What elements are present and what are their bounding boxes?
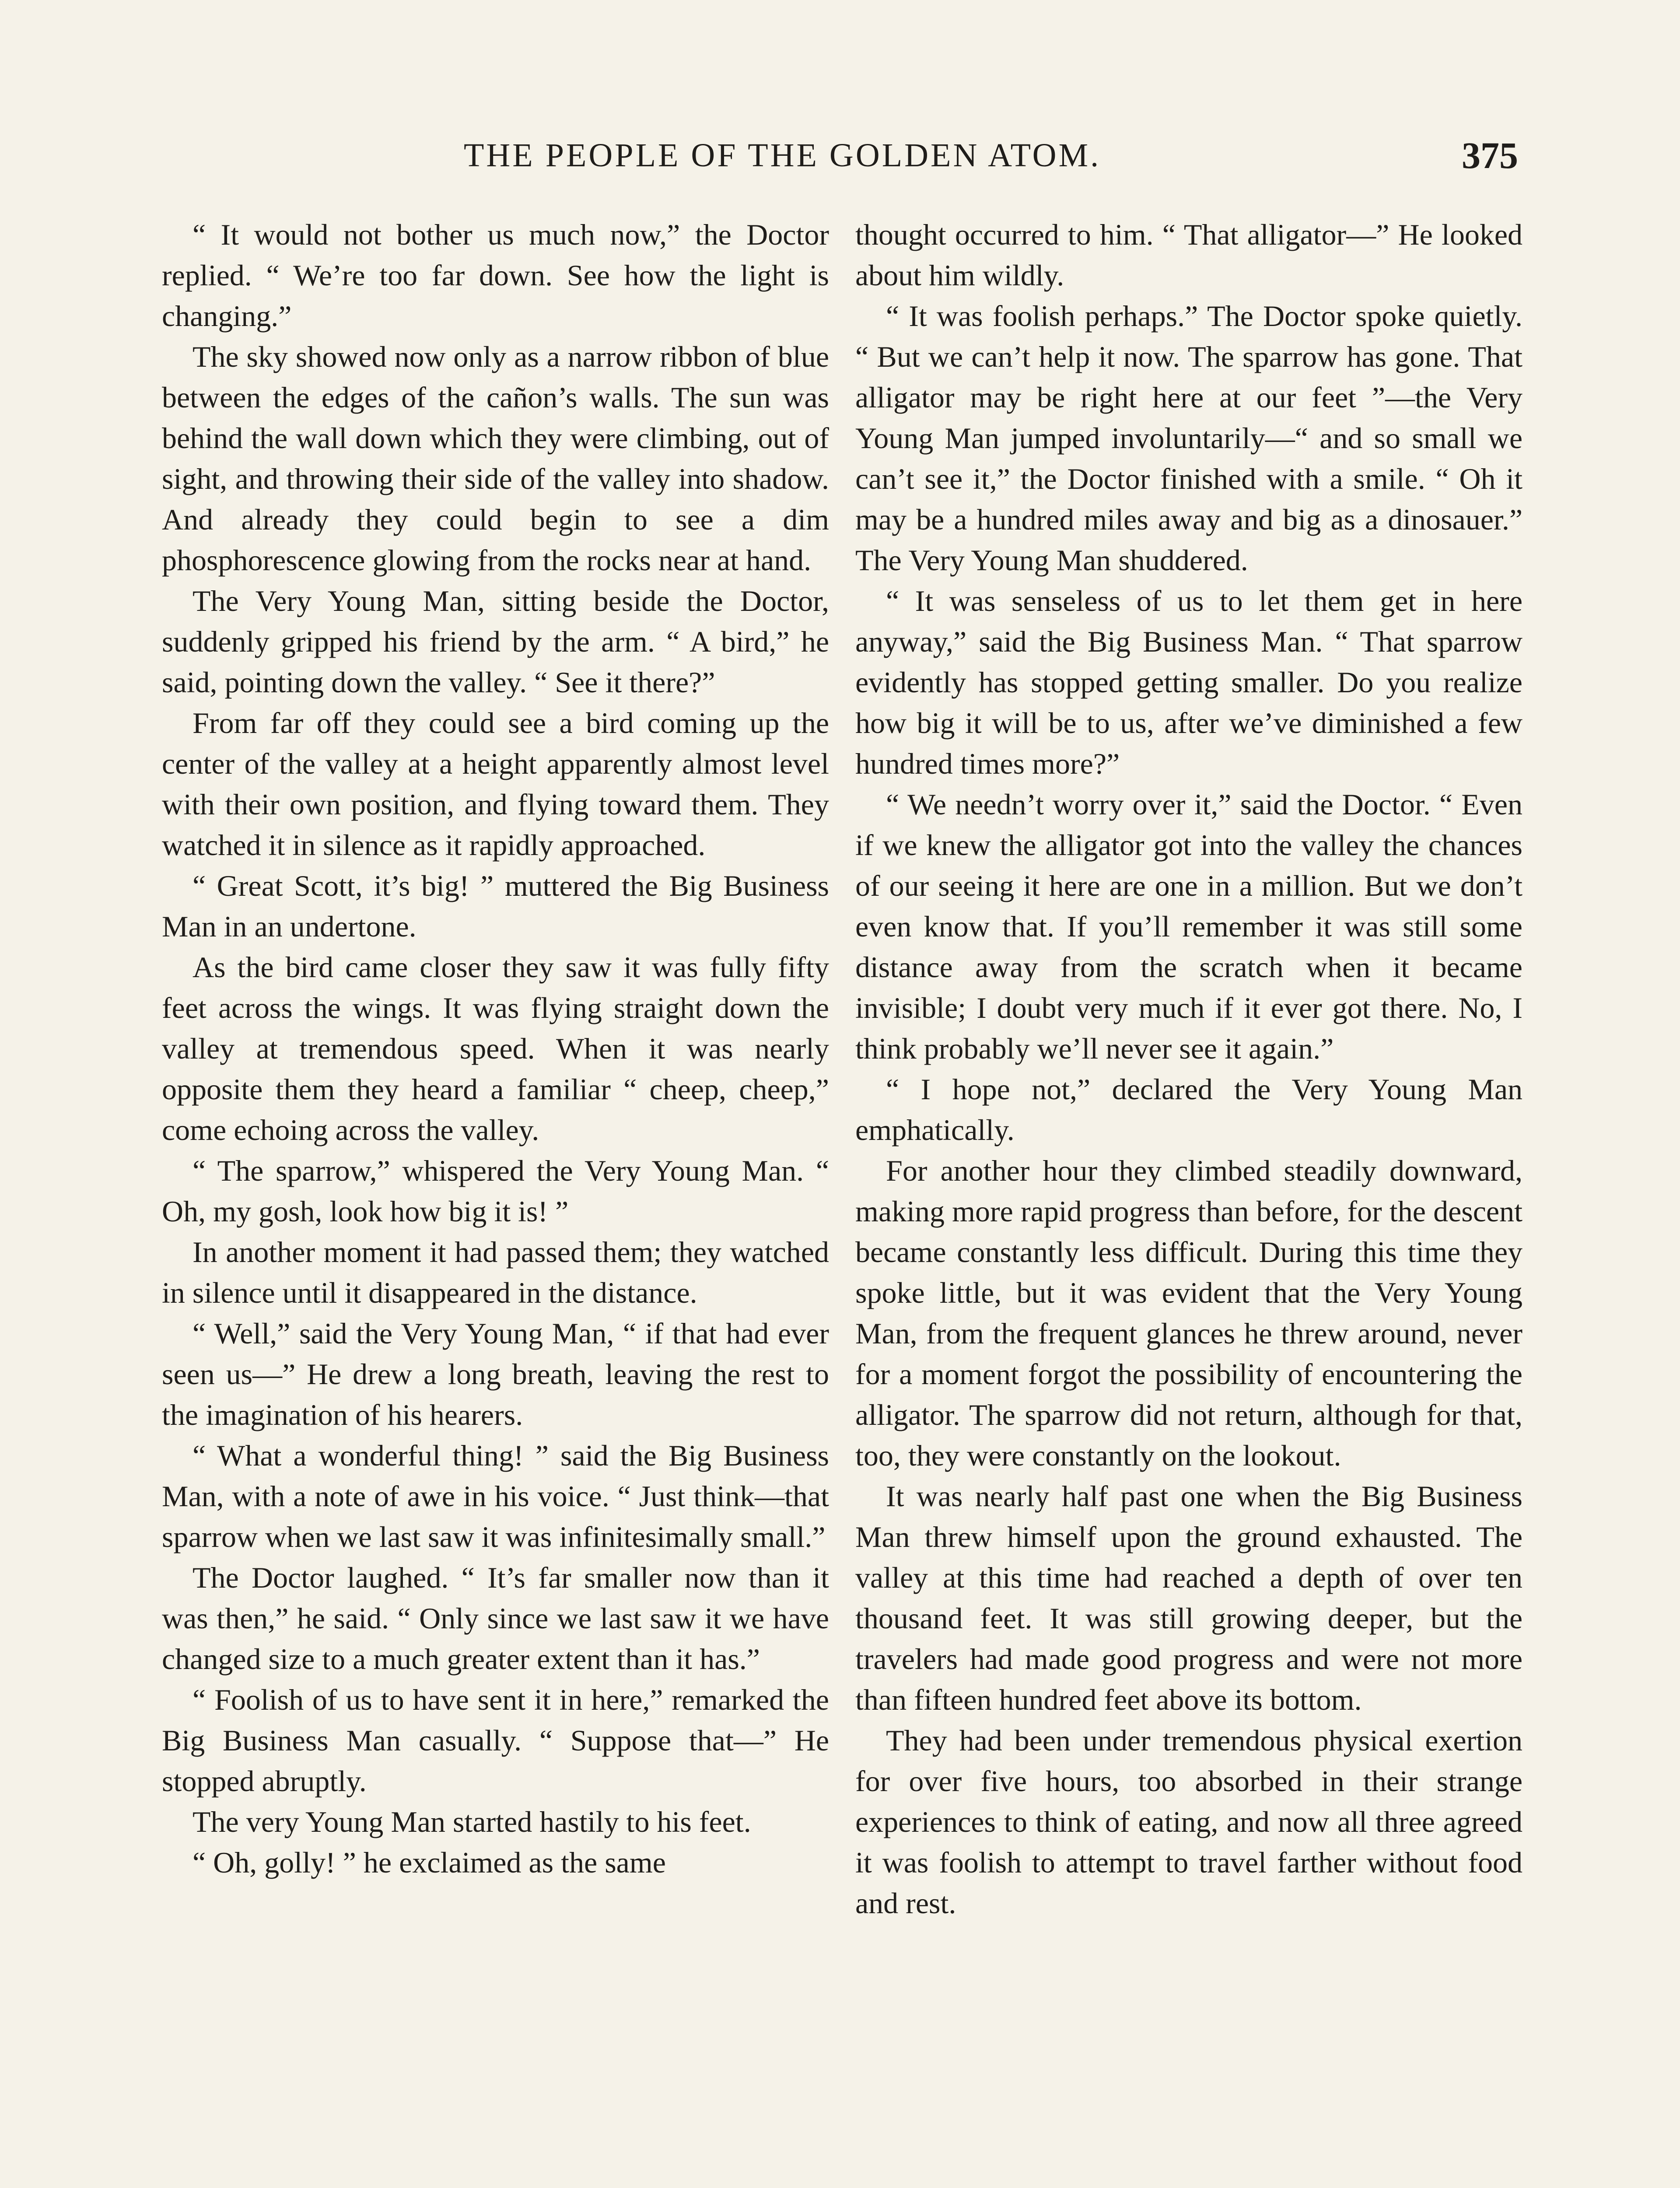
paragraph: For another hour they climbed steadily downward, making more rapid progress than before, for the descent became constantly less difficult. During this time they spoke little, but it was evident that the Very Young Man, from the frequent glances he threw around, never for a moment forgot the possibility of encountering the alligator. The sparrow did not return, although for that, too, they were constantly on the lookout. <box>855 1154 1522 1472</box>
paragraph: “ The sparrow,” whispered the Very Young Man. “ Oh, my gosh, look how big it is! ” <box>162 1154 829 1228</box>
paragraph: It was nearly half past one when the Big Business Man threw himself upon the ground exhausted. The valley at this time had reached a depth of over ten thousand feet. It was still growing deeper, but the travelers had made good progress and were not more than fifteen hundred feet above its bottom. <box>855 1480 1522 1716</box>
paragraph: “ We needn’t worry over it,” said the Doctor. “ Even if we knew the alligator got into the valley the chances of our seeing it here are one in a million. But we don’t even know that. If you’ll remember it was still some distance away from the scratch when it became invisible; I doubt very much if it ever got there. No, I think probably we’ll never see it again.” <box>855 788 1522 1065</box>
paragraph: “ What a wonderful thing! ” said the Big Business Man, with a note of awe in his voice. “ Just think—that sparrow when we last saw it was infinitesimally small.” <box>162 1439 829 1553</box>
paragraph: As the bird came closer they saw it was fully fifty feet across the wings. It was flying straight down the valley at tremendous speed. When it was nearly opposite them they heard a familiar “ cheep, cheep,” come echoing across the valley. <box>162 950 829 1147</box>
paragraph: They had been under tremendous physical exertion for over five hours, too absorbed in their strange experiences to think of eating, and now all three agreed it was foolish to attempt to travel farther without food and rest. <box>855 1724 1522 1920</box>
running-title: THE PEOPLE OF THE GOLDEN ATOM. <box>464 137 1101 174</box>
paragraph: “ Oh, golly! ” he exclaimed as the same <box>192 1846 666 1879</box>
paragraph: The sky showed now only as a narrow ribbon of blue between the edges of the cañon’s walls. The sun was behind the wall down which they were climbing, out of sight, and throwing their side of the valley into shadow. And already they could begin to see a dim phosphorescence glowing from the rocks near at hand. <box>162 340 829 577</box>
paragraph: The Doctor laughed. “ It’s far smaller now than it was then,” he said. “ Only since we last saw it we have changed size to a much greater extent than it has.” <box>162 1561 829 1676</box>
page-header <box>162 131 1518 179</box>
paragraph: “ Great Scott, it’s big! ” muttered the Big Business Man in an undertone. <box>162 869 829 943</box>
left-text-column <box>162 214 829 1883</box>
paragraph: In another moment it had passed them; they watched in silence until it disappeared in the distance. <box>162 1235 829 1309</box>
paragraph: “ Foolish of us to have sent it in here,” remarked the Big Business Man casually. “ Suppose that—” He stopped abruptly. <box>162 1683 829 1798</box>
paragraph: “ I hope not,” declared the Very Young Man emphatically. <box>855 1073 1522 1147</box>
paragraph: “ It was senseless of us to let them get in here anyway,” said the Big Business Man. “ That sparrow evidently has stopped getting smaller. Do you realize how big it will be to us, after we’ve diminished a few hundred times more?” <box>855 584 1522 780</box>
paragraph: “ It was foolish perhaps.” The Doctor spoke quietly. “ But we can’t help it now. The sparrow has gone. That alligator may be right here at our feet ”—the Very Young Man jumped involuntarily—“ and so small we can’t see it,” the Doctor finished with a smile. “ Oh it may be a hundred miles away and big as a dinosauer.” The Very Young Man shuddered. <box>855 299 1522 577</box>
page-number: 375 <box>1462 134 1518 176</box>
paragraph: The very Young Man started hastily to his feet. <box>192 1805 751 1838</box>
paragraph: “ It would not bother us much now,” the Doctor replied. “ We’re too far down. See how the light is changing.” <box>162 218 829 333</box>
right-text-column <box>855 214 1522 1924</box>
paragraph: The Very Young Man, sitting beside the Doctor, suddenly gripped his friend by the arm. “ A bird,” he said, pointing down the valley. “ See it there?” <box>162 584 829 699</box>
paragraph: thought occurred to him. “ That alligator—” He looked about him wildly. <box>855 218 1522 292</box>
paragraph: From far off they could see a bird coming up the center of the valley at a height apparently almost level with their own position, and flying toward them. They watched it in silence as it rapidly approached. <box>162 706 829 862</box>
paragraph: “ Well,” said the Very Young Man, “ if that had ever seen us—” He drew a long breath, leaving the rest to the imagination of his hearers. <box>162 1317 829 1431</box>
